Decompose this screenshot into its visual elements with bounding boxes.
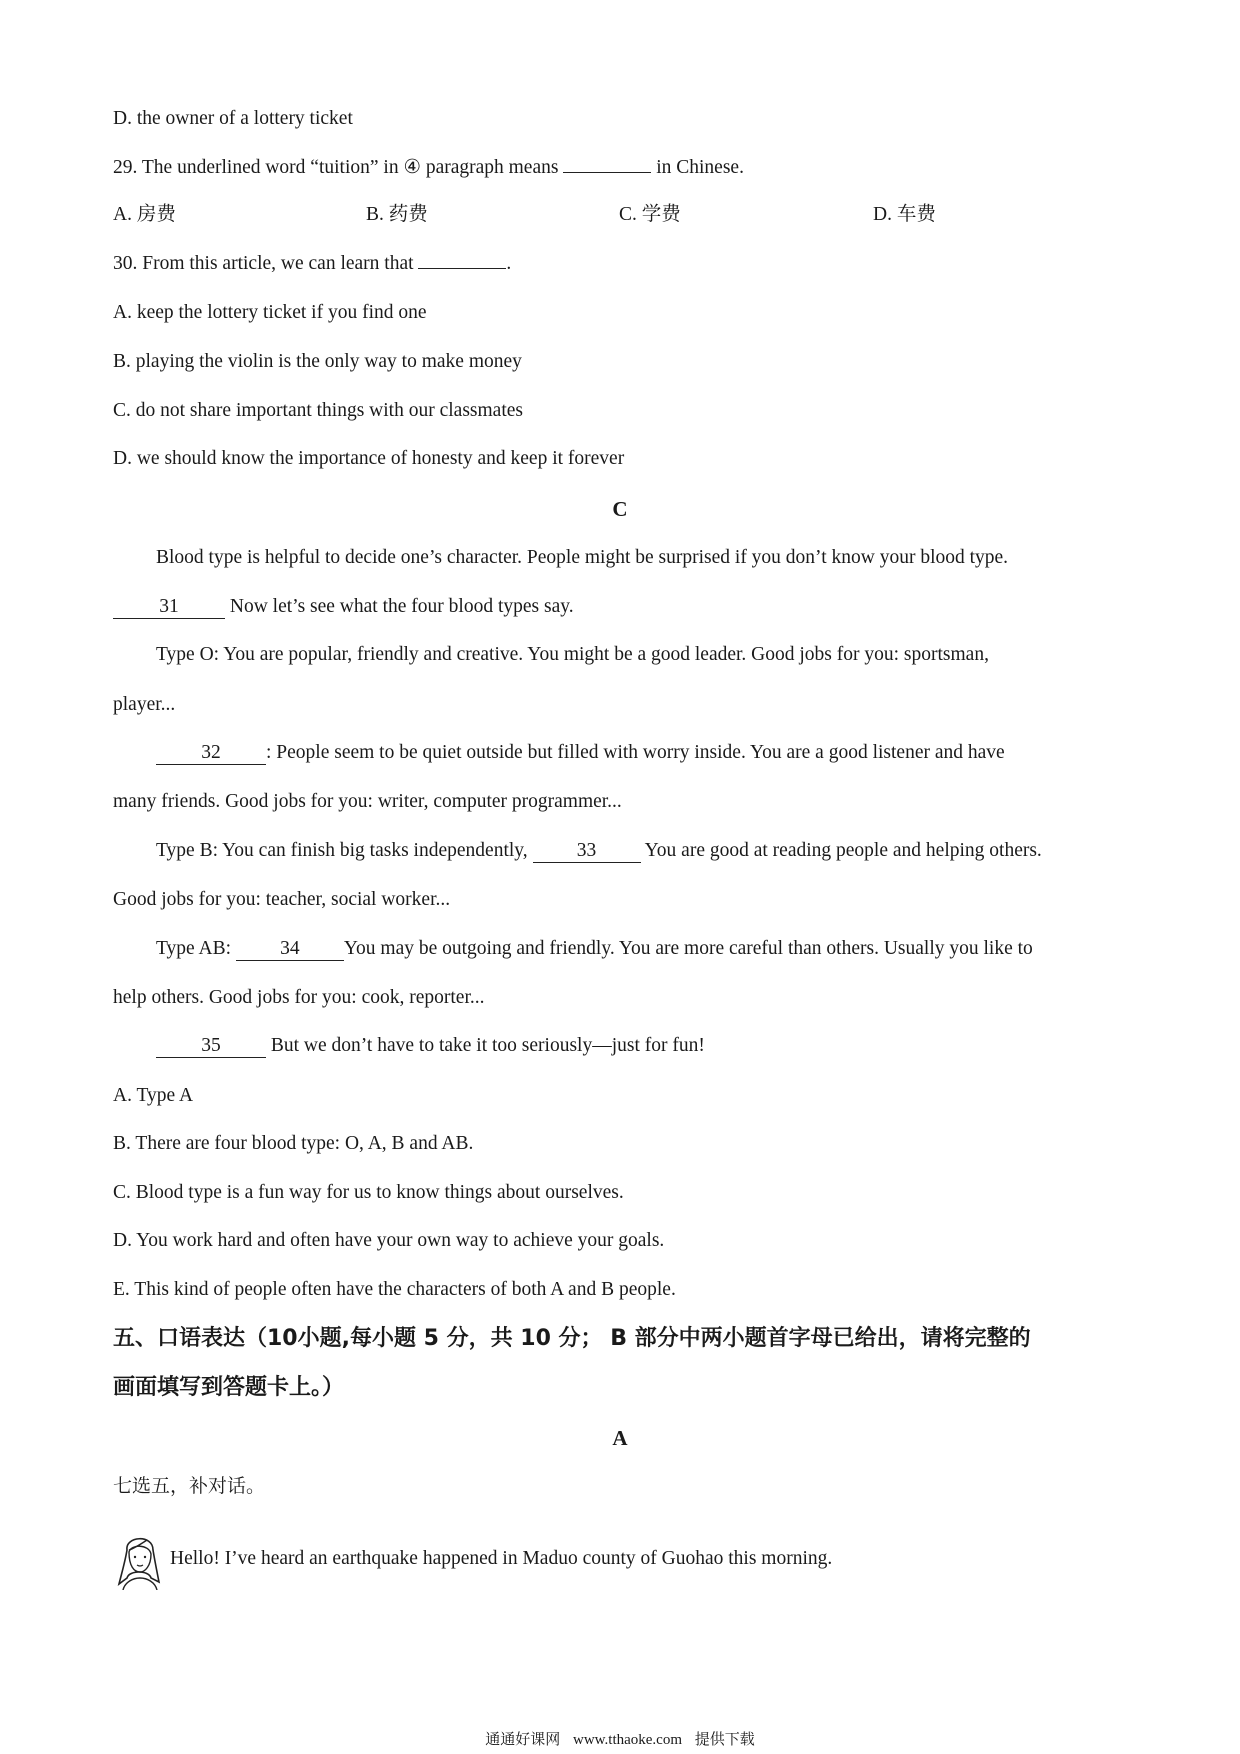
- footer-url[interactable]: www.tthaoke.com: [573, 1732, 682, 1748]
- circled-four-icon: ④: [403, 155, 421, 178]
- section-c-paragraph-1b: Now let’s see what the four blood types say.: [229, 596, 574, 617]
- dialogue-line-1: Hello! I’ve heard an earthquake happened in Maduo county of Guohao this morning.: [170, 1548, 833, 1569]
- type-b-line-1: [156, 838, 1042, 864]
- type-32-line-2: many friends. Good jobs for you: writer, computer programmer...: [113, 791, 622, 812]
- q29-stem-before: 29. The underlined word “tuition” in: [113, 157, 399, 178]
- section-5-heading-line-2: 画面填写到答题卡上。）: [113, 1375, 345, 1400]
- section-c-paragraph-1: Blood type is helpful to decide one’s character. People might be surprised if you don’t know your blood type.: [156, 547, 1009, 568]
- blank-35: 35: [156, 1035, 266, 1058]
- q29-option-c: C. 学费: [619, 204, 681, 225]
- type-ab-text: You may be outgoing and friendly. You are more careful than others. Usually you like to: [343, 938, 1033, 959]
- q30-option-b: B. playing the violin is the only way to make money: [113, 351, 522, 372]
- section-c-option-c: C. Blood type is a fun way for us to know things about ourselves.: [113, 1182, 624, 1203]
- section-c-closing-text: But we don’t have to take it too seriously—just for fun!: [270, 1035, 705, 1056]
- type-ab-line-1: [156, 936, 1033, 962]
- type-b-prefix: Type B: You can finish big tasks independently,: [156, 840, 528, 861]
- q29-stem-middle: paragraph means: [425, 157, 559, 178]
- q30-blank: [418, 268, 506, 269]
- section-c-paragraph-1-cont: [113, 594, 574, 620]
- part-a-title: A: [612, 1426, 628, 1450]
- section-c-option-b: B. There are four blood type: O, A, B and AB.: [113, 1133, 474, 1154]
- footer: [0, 1728, 1240, 1749]
- type-32-text: : People seem to be quiet outside but filled with worry inside. You are a good listener and have: [266, 742, 1005, 763]
- blank-32: 32: [156, 742, 266, 765]
- section-c-option-d: D. You work hard and often have your own way to achieve your goals.: [113, 1230, 665, 1251]
- q30-stem-after: .: [506, 253, 512, 274]
- section-c-option-a: A. Type A: [113, 1085, 194, 1106]
- type-ab-prefix: Type AB:: [156, 938, 232, 959]
- type-b-line-2: Good jobs for you: teacher, social worker...: [113, 889, 451, 910]
- type-32-line-1: [156, 740, 1005, 766]
- type-b-text: You are good at reading people and helping others.: [644, 840, 1042, 861]
- q29-blank: [563, 172, 651, 173]
- q28-option-d: D. the owner of a lottery ticket: [113, 108, 353, 129]
- q29-stem: [113, 154, 744, 181]
- section-c-closing: [156, 1033, 705, 1059]
- footer-site-name: 通通好课网: [485, 1730, 561, 1748]
- type-o-line-1: Type O: You are popular, friendly and creative. You might be a good leader. Good jobs for you: sportsman,: [156, 644, 989, 665]
- q30-stem-before: 30. From this article, we can learn that: [113, 253, 414, 274]
- part-a-instruction: 七选五，补对话。: [113, 1475, 266, 1497]
- footer-tail: 提供下载: [694, 1730, 755, 1748]
- section-5-heading-line-1: 五、口语表达（10小题,每小题 5 分，共 10 分； B 部分中两小题首字母已给出，请将完整的: [113, 1326, 1031, 1351]
- blank-33: 33: [533, 840, 641, 863]
- q29-options: [113, 202, 1113, 228]
- section-c-option-e: E. This kind of people often have the characters of both A and B people.: [113, 1279, 676, 1300]
- section-c-title: C: [612, 497, 628, 521]
- type-o-line-2: player...: [113, 694, 176, 715]
- q29-stem-after: in Chinese.: [656, 157, 744, 178]
- q30-stem: [113, 251, 511, 277]
- q29-option-d: D. 车费: [873, 204, 936, 225]
- blank-31: 31: [113, 596, 225, 619]
- q29-option-b: B. 药费: [366, 204, 428, 225]
- q30-option-a: A. keep the lottery ticket if you find one: [113, 302, 427, 323]
- q29-option-a: A. 房费: [113, 204, 176, 225]
- q30-option-d: D. we should know the importance of honesty and keep it forever: [113, 448, 625, 469]
- type-ab-line-2: help others. Good jobs for you: cook, reporter...: [113, 987, 485, 1008]
- girl-avatar-icon: [113, 1528, 165, 1590]
- q30-option-c: C. do not share important things with our classmates: [113, 400, 523, 421]
- blank-34: 34: [236, 938, 344, 961]
